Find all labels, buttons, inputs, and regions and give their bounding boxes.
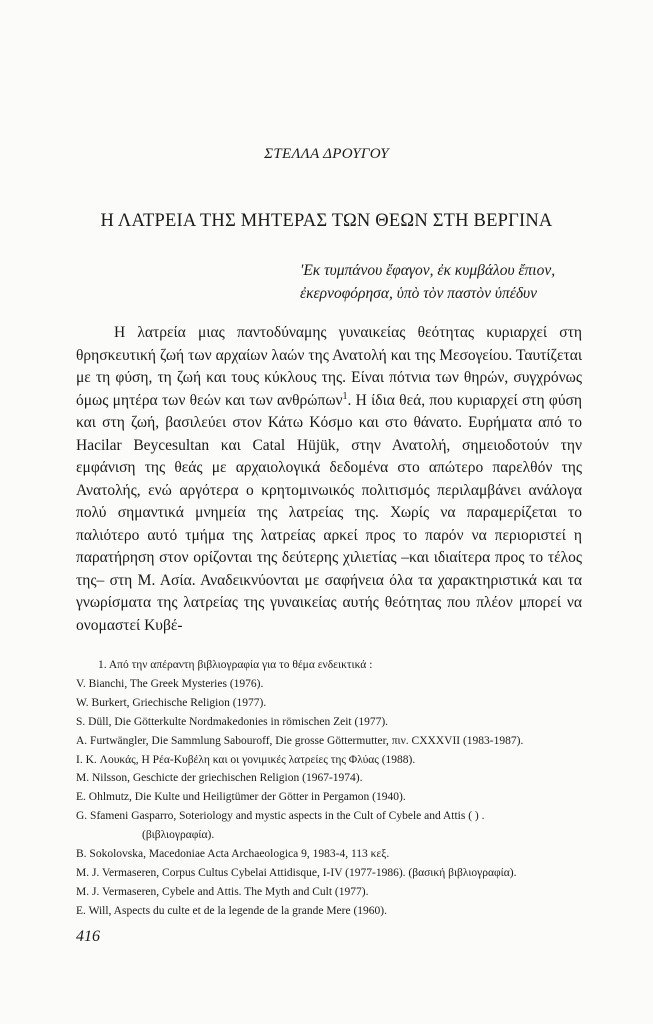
body-text-part: Η λατρεία μιας παντοδύναμης γυναικείας θεότητας κυριαρχεί στη θρησκευτική ζωή των αρχαίων λαών της Ανατολή και της Μεσογείου. Ταυτίζεται με τη φύση, τη ζωή και τους κύκλους της. Είναι πότνια των θηρών, συγχρόνως όμως μητέρα των θεών και των ανθρώπων bbox=[76, 324, 582, 409]
author-name: ΣΤΕΛΛΑ ΔΡΟΥΓΟΥ bbox=[264, 146, 389, 162]
epigraph-line: 'Εκ τυμπάνου ἔφαγον, ἐκ κυμβάλου ἔπιον, bbox=[300, 262, 556, 279]
body-text-part: . Η ίδια θεά, που κυριαρχεί στη φύση και στη ζωή, βασιλεύει στον Κάτω Κόσμο και στο θάνατο. Ευρήματα από το Hacilar Beycesultan και Catal Hüjük, στην Ανατολή, σημειοδοτούν την εμφάνιση της θεάς με αρχαιολογικά δεδομένα στο απώτερο παρελθόν της Ανατολής, ενώ αργότερα ο κρητομινωικός πολιτισμός περιλαμβάνει ανάλογα πολύ σημαντικά μνημεία της λατρείας της. Χωρίς να παραμερίζεται το παλιότερο αυτό τμήμα της λατρείας αρκεί προς το παρόν να περιοριστεί η παρατήρηση στον ορίζονται της δεύτερης χιλιετίας –και ιδιαίτερα προς το τέλος της– στη Μ. Ασία. Αναδεικνύονται με σαφήνεια όλα τα χαρακτηριστικά και τα γνωρίσματα της λατρείας της γυναικείας αυτής θεότητας που πλέον μπορεί να ονομαστεί Κυβέ- bbox=[76, 391, 582, 634]
footnote-ref-item: E. Will, Aspects du culte et de la legende de la grande Mere (1960). bbox=[76, 904, 387, 917]
footnotes bbox=[76, 656, 596, 921]
body-text bbox=[76, 322, 582, 637]
footnote-intro: 1. Από την απέραντη βιβλιογραφία για το θέμα ενδεικτικά : bbox=[98, 659, 373, 671]
footnote-ref-item: M. Nilsson, Geschicte der griechischen Religion (1967-1974). bbox=[76, 772, 363, 785]
page-number: 416 bbox=[76, 928, 100, 945]
epigraph bbox=[300, 259, 630, 305]
footnote-ref-item: G. Sfameni Gasparro, Soteriology and mystic aspects in the Cult of Cybele and Attis ( ) . bbox=[76, 810, 485, 823]
footnote-ref-item: W. Burkert, Griechische Religion (1977). bbox=[76, 696, 267, 709]
footnote-ref-item: S. Düll, Die Götterkulte Nordmakedonies in römischen Zeit (1977). bbox=[76, 715, 389, 728]
footnote-ref-item: E. Ohlmutz, Die Kulte und Heiligtümer der Götter in Pergamon (1940). bbox=[76, 791, 406, 804]
footnote-ref: 1 bbox=[342, 390, 348, 402]
article-title: Η ΛΑΤΡΕΙΑ ΤΗΣ ΜΗΤΕΡΑΣ ΤΩΝ ΘΕΩΝ ΣΤΗ ΒΕΡΓΙΝΑ bbox=[100, 211, 553, 231]
footnote-ref-item: V. Bianchi, The Greek Mysteries (1976). bbox=[76, 677, 264, 690]
footnote-ref-item: B. Sokolovska, Macedoniae Acta Archaeologica 9, 1983-4, 113 κεξ. bbox=[76, 848, 390, 861]
footnote-ref-item: A. Furtwängler, Die Sammlung Sabouroff, Die grosse Göttermutter, πιν. CXXXVII (1983-1987). bbox=[76, 734, 524, 747]
epigraph-line: ἐκερνοφόρησα, ὑπὸ τὸν παστὸν ὑπέδυν bbox=[300, 285, 538, 302]
body-paragraph bbox=[76, 322, 582, 637]
footnote-ref-item: I. K. Λουκάς, Η Ρέα-Κυβέλη και οι γονιμικές λατρείες της Φλύας (1988). bbox=[76, 753, 416, 766]
footnote-ref-item: M. J. Vermaseren, Cybele and Attis. The Myth and Cult (1977). bbox=[76, 885, 369, 898]
footnote-ref-item: M. J. Vermaseren, Corpus Cultus Cybelai Attidisque, I-IV (1977-1986). (βασική βιβλιογραφία). bbox=[76, 866, 517, 879]
footnote-ref-item: (βιβλιογραφία). bbox=[142, 829, 215, 842]
